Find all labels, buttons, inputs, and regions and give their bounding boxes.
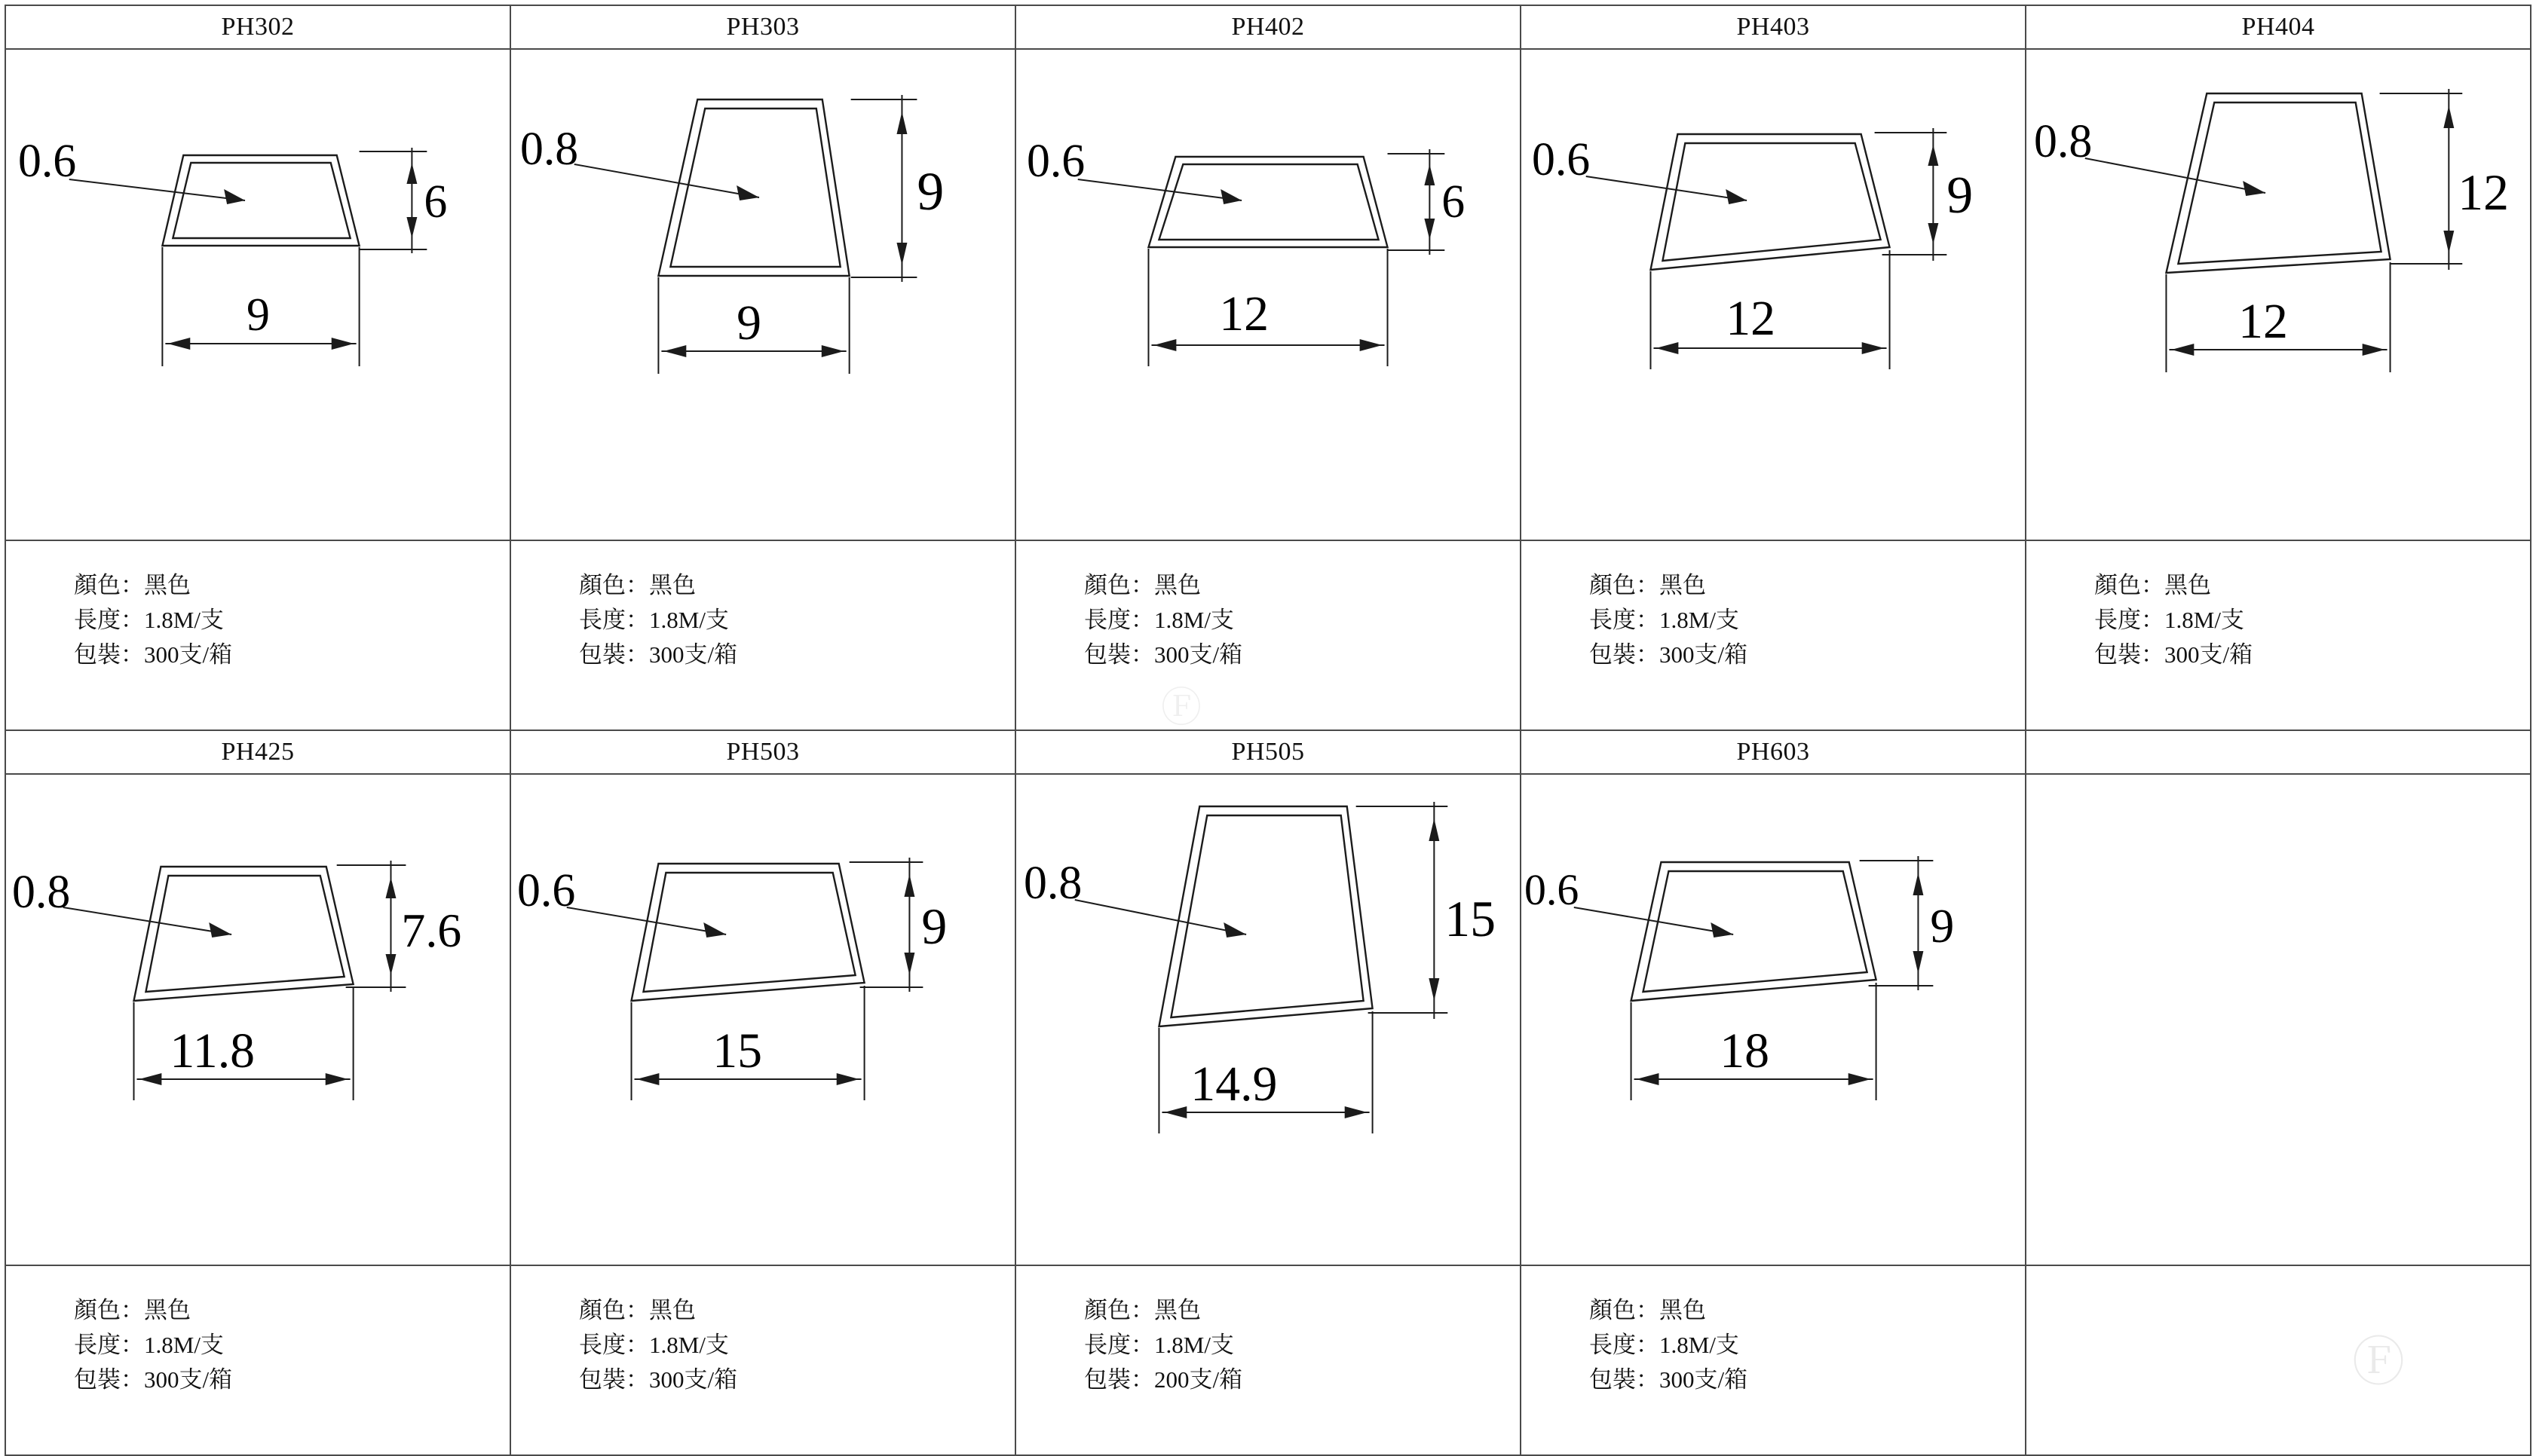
cell-figure-1 bbox=[510, 49, 1015, 540]
cell-header-7[interactable] bbox=[1015, 730, 1521, 774]
thickness-label: 0.6 bbox=[1524, 864, 1579, 915]
cell-header-9-empty bbox=[2026, 730, 2531, 774]
cell-figure-7 bbox=[1015, 774, 1521, 1265]
spec-block bbox=[1016, 1266, 1520, 1397]
spec-color-value: 黑色 bbox=[144, 1297, 191, 1323]
spec-color-prefix: 顏色： bbox=[1084, 1297, 1154, 1323]
spec-length-value: 1.8M/支 bbox=[649, 1331, 729, 1358]
spec-length-prefix: 長度： bbox=[1589, 606, 1659, 633]
watermark-center: Ⓕ bbox=[1161, 685, 1202, 730]
cell-figure-5 bbox=[5, 774, 510, 1265]
section-drawing-ph302 bbox=[6, 50, 510, 540]
cell-spec-1 bbox=[510, 540, 1015, 730]
spec-pack-line bbox=[579, 1363, 1015, 1397]
spec-pack-value: 300支/箱 bbox=[144, 1366, 233, 1393]
spec-length-value: 1.8M/支 bbox=[1154, 606, 1234, 633]
spec-pack-value: 300支/箱 bbox=[1154, 641, 1243, 668]
cell-header-5[interactable] bbox=[5, 730, 510, 774]
spec-block bbox=[1521, 541, 2025, 672]
spec-pack-line bbox=[74, 638, 510, 672]
cell-figure-9-empty bbox=[2026, 774, 2531, 1265]
spec-color-prefix: 顏色： bbox=[74, 1297, 144, 1323]
height-label: 12 bbox=[2458, 164, 2510, 222]
spec-color-line bbox=[74, 568, 510, 603]
cell-spec-7 bbox=[1015, 1265, 1521, 1455]
spec-block bbox=[1016, 541, 1520, 672]
spec-color-line bbox=[74, 1293, 510, 1328]
cell-spec-3 bbox=[1521, 540, 2026, 730]
height-label: 9 bbox=[1930, 898, 1955, 953]
spec-length-value: 1.8M/支 bbox=[144, 1331, 224, 1358]
spec-color-value: 黑色 bbox=[144, 572, 191, 598]
height-label: 7.6 bbox=[401, 903, 462, 958]
spec-pack-line bbox=[1589, 1363, 2025, 1397]
spec-pack-prefix: 包裝： bbox=[1084, 641, 1154, 668]
spec-color-prefix: 顏色： bbox=[1589, 1297, 1659, 1323]
cell-figure-3 bbox=[1521, 49, 2026, 540]
width-label: 12 bbox=[1726, 290, 1775, 347]
spec-pack-line bbox=[1589, 638, 2025, 672]
spec-pack-prefix: 包裝： bbox=[2094, 641, 2164, 668]
spec-length-line bbox=[74, 603, 510, 638]
spec-color-prefix: 顏色： bbox=[579, 572, 649, 598]
section-drawing-ph505 bbox=[1016, 775, 1520, 1265]
cell-figure-0 bbox=[5, 49, 510, 540]
cell-spec-9-empty bbox=[2026, 1265, 2531, 1455]
spec-color-value: 黑色 bbox=[649, 572, 696, 598]
watermark-corner: Ⓕ bbox=[2352, 1334, 2405, 1392]
spec-color-prefix: 顏色： bbox=[1589, 572, 1659, 598]
header-row-1 bbox=[5, 5, 2531, 49]
section-drawing-ph503 bbox=[511, 775, 1015, 1265]
cell-figure-2 bbox=[1015, 49, 1521, 540]
spec-length-prefix: 長度： bbox=[74, 606, 144, 633]
height-label: 6 bbox=[1441, 176, 1466, 228]
height-label: 9 bbox=[917, 161, 945, 222]
width-label: 9 bbox=[247, 289, 270, 341]
spec-color-line bbox=[2094, 568, 2530, 603]
thickness-label: 0.6 bbox=[17, 135, 77, 188]
spec-color-value: 黑色 bbox=[1659, 572, 1706, 598]
spec-pack-value: 300支/箱 bbox=[1659, 641, 1748, 668]
spec-length-prefix: 長度： bbox=[2094, 606, 2164, 633]
cell-figure-4 bbox=[2026, 49, 2531, 540]
spec-color-line bbox=[579, 1293, 1015, 1328]
cell-spec-8 bbox=[1521, 1265, 2026, 1455]
spec-length-value: 1.8M/支 bbox=[2164, 606, 2244, 633]
spec-length-prefix: 長度： bbox=[1084, 1331, 1154, 1358]
spec-pack-value: 300支/箱 bbox=[144, 641, 233, 668]
height-label: 9 bbox=[1946, 166, 1974, 225]
section-drawing-ph402 bbox=[1016, 50, 1520, 540]
cell-spec-2 bbox=[1015, 540, 1521, 730]
section-drawing-ph403 bbox=[1521, 50, 2025, 540]
spec-block bbox=[2026, 541, 2530, 672]
width-label: 12 bbox=[2238, 293, 2288, 350]
spec-row-2 bbox=[5, 1265, 2531, 1455]
cell-spec-6 bbox=[510, 1265, 1015, 1455]
thickness-label: 0.6 bbox=[516, 864, 576, 917]
figure-row-1 bbox=[5, 49, 2531, 540]
cell-header-6[interactable] bbox=[510, 730, 1015, 774]
width-label: 18 bbox=[1720, 1023, 1770, 1079]
spec-pack-value: 200支/箱 bbox=[1154, 1366, 1243, 1393]
spec-pack-line bbox=[1084, 1363, 1520, 1397]
width-label: 14.9 bbox=[1190, 1056, 1278, 1112]
cell-figure-8 bbox=[1521, 774, 2026, 1265]
cell-header-4[interactable] bbox=[2026, 5, 2531, 49]
product-code: PH404 bbox=[2241, 13, 2315, 41]
thickness-label: 0.8 bbox=[11, 866, 71, 919]
cell-spec-0 bbox=[5, 540, 510, 730]
spec-pack-prefix: 包裝： bbox=[579, 641, 649, 668]
spec-length-value: 1.8M/支 bbox=[649, 606, 729, 633]
spec-color-line bbox=[1589, 1293, 2025, 1328]
product-code: PH603 bbox=[1736, 738, 1810, 766]
thickness-label: 0.6 bbox=[1531, 133, 1591, 186]
height-label: 9 bbox=[921, 898, 948, 956]
spec-length-value: 1.8M/支 bbox=[1154, 1331, 1234, 1358]
product-code: PH505 bbox=[1231, 738, 1305, 766]
product-grid bbox=[5, 5, 2531, 1456]
section-drawing-ph404 bbox=[2026, 50, 2530, 540]
spec-length-value: 1.8M/支 bbox=[1659, 1331, 1739, 1358]
spec-length-line bbox=[1589, 1328, 2025, 1363]
spec-pack-prefix: 包裝： bbox=[1589, 1366, 1659, 1393]
spec-color-prefix: 顏色： bbox=[2094, 572, 2164, 598]
spec-color-line bbox=[1589, 568, 2025, 603]
section-drawing-ph603 bbox=[1521, 775, 2025, 1265]
product-code: PH425 bbox=[221, 738, 295, 766]
height-label: 6 bbox=[424, 176, 448, 228]
width-label: 11.8 bbox=[170, 1023, 256, 1079]
spec-pack-value: 300支/箱 bbox=[649, 1366, 738, 1393]
spec-row-1 bbox=[5, 540, 2531, 730]
product-code: PH503 bbox=[726, 738, 800, 766]
thickness-label: 0.8 bbox=[519, 123, 579, 176]
width-label: 15 bbox=[712, 1023, 762, 1079]
spec-block bbox=[511, 541, 1015, 672]
spec-pack-line bbox=[579, 638, 1015, 672]
spec-color-prefix: 顏色： bbox=[579, 1297, 649, 1323]
spec-pack-prefix: 包裝： bbox=[1084, 1366, 1154, 1393]
spec-pack-value: 300支/箱 bbox=[1659, 1366, 1748, 1393]
spec-color-prefix: 顏色： bbox=[74, 572, 144, 598]
spec-block bbox=[1521, 1266, 2025, 1397]
spec-length-line bbox=[74, 1328, 510, 1363]
spec-length-value: 1.8M/支 bbox=[1659, 606, 1739, 633]
cell-header-8[interactable] bbox=[1521, 730, 2026, 774]
drawing-sheet bbox=[0, 5, 2533, 1429]
spec-length-line bbox=[579, 603, 1015, 638]
spec-block bbox=[6, 1266, 510, 1397]
cell-header-1[interactable] bbox=[510, 5, 1015, 49]
cell-header-3[interactable] bbox=[1521, 5, 2026, 49]
cell-spec-4 bbox=[2026, 540, 2531, 730]
spec-pack-line bbox=[74, 1363, 510, 1397]
spec-pack-prefix: 包裝： bbox=[1589, 641, 1659, 668]
spec-color-line bbox=[1084, 1293, 1520, 1328]
cell-header-2[interactable] bbox=[1015, 5, 1521, 49]
product-code: PH302 bbox=[221, 13, 295, 41]
spec-length-value: 1.8M/支 bbox=[144, 606, 224, 633]
spec-length-prefix: 長度： bbox=[1084, 606, 1154, 633]
product-code: PH402 bbox=[1231, 13, 1305, 41]
spec-color-line bbox=[1084, 568, 1520, 603]
spec-pack-value: 300支/箱 bbox=[649, 641, 738, 668]
spec-color-line bbox=[579, 568, 1015, 603]
width-label: 12 bbox=[1219, 286, 1269, 342]
spec-color-value: 黑色 bbox=[2164, 572, 2211, 598]
spec-pack-value: 300支/箱 bbox=[2164, 641, 2253, 668]
spec-pack-prefix: 包裝： bbox=[74, 641, 144, 668]
thickness-label: 0.8 bbox=[2033, 115, 2093, 168]
section-drawing-ph425 bbox=[6, 775, 510, 1265]
cell-figure-6 bbox=[510, 774, 1015, 1265]
spec-block bbox=[6, 541, 510, 672]
spec-length-prefix: 長度： bbox=[1589, 1331, 1659, 1358]
spec-color-prefix: 顏色： bbox=[1084, 572, 1154, 598]
spec-length-line bbox=[2094, 603, 2530, 638]
spec-length-line bbox=[579, 1328, 1015, 1363]
spec-pack-line bbox=[1084, 638, 1520, 672]
spec-color-value: 黑色 bbox=[1154, 572, 1201, 598]
spec-pack-line bbox=[2094, 638, 2530, 672]
height-label: 15 bbox=[1444, 890, 1496, 948]
spec-length-line bbox=[1084, 1328, 1520, 1363]
width-label: 9 bbox=[737, 295, 762, 351]
spec-length-prefix: 長度： bbox=[579, 606, 649, 633]
thickness-label: 0.8 bbox=[1023, 857, 1083, 910]
spec-color-value: 黑色 bbox=[649, 1297, 696, 1323]
figure-row-2 bbox=[5, 774, 2531, 1265]
spec-color-value: 黑色 bbox=[1154, 1297, 1201, 1323]
spec-length-line bbox=[1084, 603, 1520, 638]
spec-length-line bbox=[1589, 603, 2025, 638]
cell-spec-5 bbox=[5, 1265, 510, 1455]
spec-color-value: 黑色 bbox=[1659, 1297, 1706, 1323]
spec-length-prefix: 長度： bbox=[74, 1331, 144, 1358]
product-code: PH403 bbox=[1736, 13, 1810, 41]
cell-header-0[interactable] bbox=[5, 5, 510, 49]
header-row-2 bbox=[5, 730, 2531, 774]
spec-block bbox=[511, 1266, 1015, 1397]
section-drawing-ph303 bbox=[511, 50, 1015, 540]
spec-pack-prefix: 包裝： bbox=[579, 1366, 649, 1393]
thickness-label: 0.6 bbox=[1026, 135, 1086, 188]
spec-pack-prefix: 包裝： bbox=[74, 1366, 144, 1393]
product-code: PH303 bbox=[726, 13, 800, 41]
spec-length-prefix: 長度： bbox=[579, 1331, 649, 1358]
